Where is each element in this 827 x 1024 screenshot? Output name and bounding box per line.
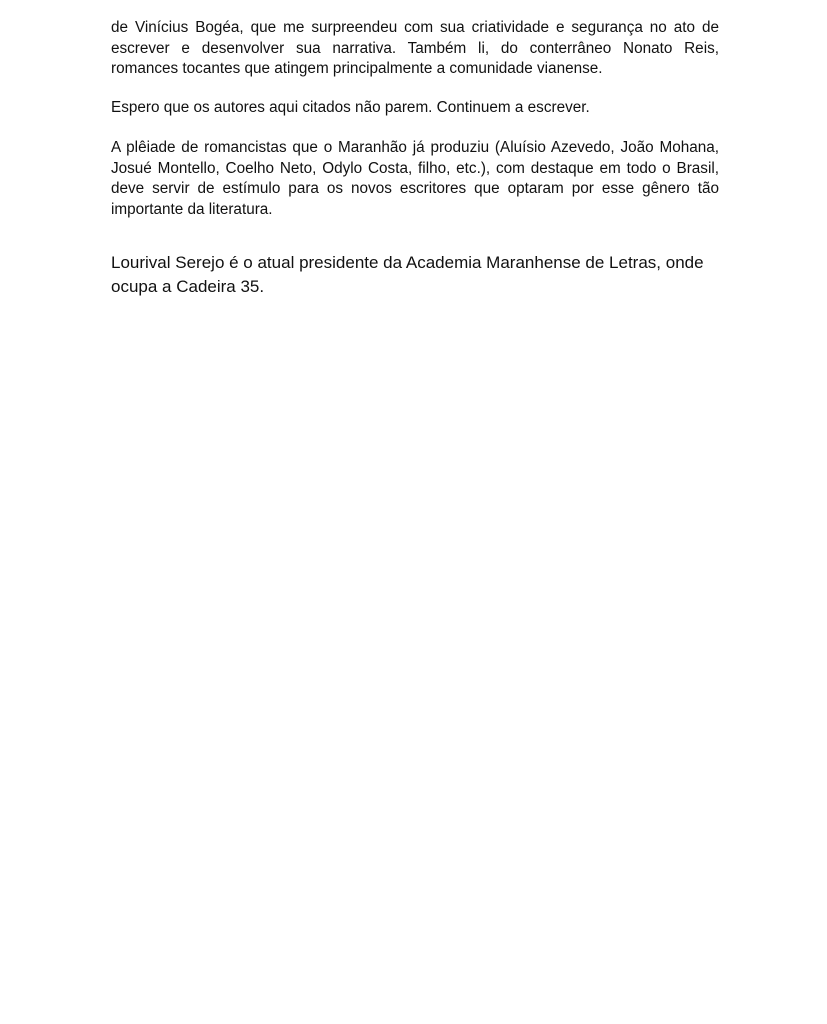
paragraph-3-line-2: Josué Montello, Coelho Neto, Odylo Costa, filho, etc.), com destaque em todo o Brasil, bbox=[111, 159, 719, 177]
paragraph-3-line-4: importante da literatura. bbox=[111, 200, 273, 218]
author-note-line-1: Lourival Serejo é o atual presidente da Academia Maranhense de Letras, onde bbox=[111, 253, 704, 272]
paragraph-2 bbox=[111, 98, 719, 119]
paragraph-3-line-3: deve servir de estímulo para os novos escritores que optaram por esse gênero tão bbox=[111, 180, 719, 197]
paragraph-1-line-2: escrever e desenvolver sua narrativa. Também li, do conterrâneo Nonato Reis, bbox=[111, 39, 719, 57]
paragraph-3-line-1: A plêiade de romancistas que o Maranhão já produziu (Aluísio Azevedo, João Mohana, bbox=[111, 139, 719, 156]
paragraph-1-line-3: romances tocantes que atingem principalmente a comunidade vianense. bbox=[111, 60, 603, 77]
author-note bbox=[111, 251, 731, 298]
paragraph-2-line-1: Espero que os autores aqui citados não parem. Continuem a escrever. bbox=[111, 99, 590, 116]
paragraph-3 bbox=[111, 138, 719, 220]
author-note-line-2: ocupa a Cadeira 35. bbox=[111, 276, 265, 296]
paragraph-1-line-1: de Vinícius Bogéa, que me surpreendeu com sua criatividade e segurança no ato de bbox=[111, 19, 719, 36]
paragraph-1 bbox=[111, 18, 719, 80]
